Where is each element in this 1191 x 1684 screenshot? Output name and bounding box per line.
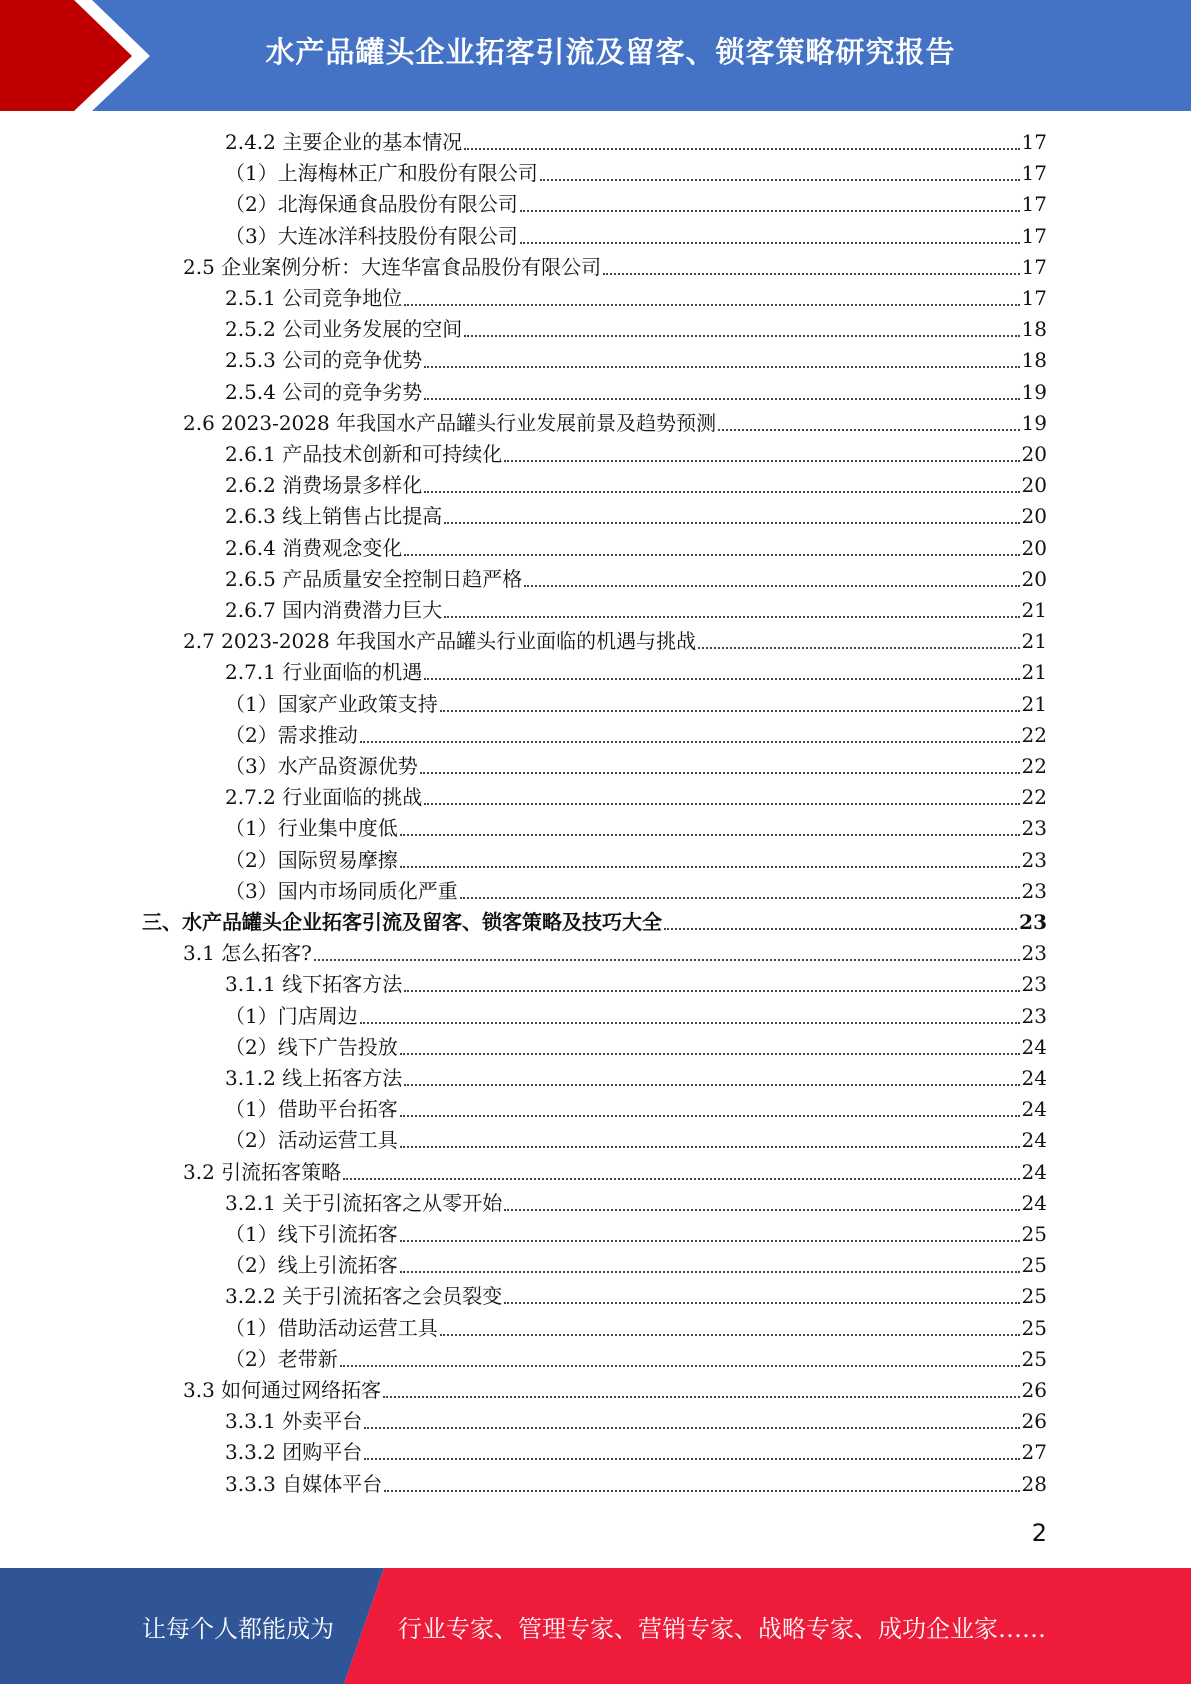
toc-leader-dots <box>603 273 1019 275</box>
toc-entry[interactable] <box>225 657 1047 688</box>
toc-entry-page: 22 <box>1021 785 1047 810</box>
toc-entry-page: 27 <box>1021 1440 1047 1465</box>
toc-entry-title: （3）水产品资源优势 <box>225 754 418 778</box>
toc-entry-title: （3）大连冰洋科技股份有限公司 <box>225 223 518 248</box>
toc-entry-page: 28 <box>1021 1471 1047 1496</box>
toc-entry[interactable] <box>183 1375 1047 1406</box>
toc-entry-page: 20 <box>1021 442 1047 466</box>
toc-entry-title: 2.6.5 产品质量安全控制日趋严格 <box>225 566 523 591</box>
footer-slogan-left: 让每个人都能成为 <box>142 1614 334 1643</box>
toc-leader-dots <box>424 366 1019 368</box>
toc-entry-title: （1）线下引流拓客 <box>225 1222 398 1246</box>
toc-entry-title: （1）借助活动运营工具 <box>225 1315 438 1340</box>
toc-entry[interactable] <box>225 470 1047 501</box>
toc-entry[interactable] <box>225 283 1047 314</box>
toc-entry-title: 2.6.4 消费观念变化 <box>225 535 403 560</box>
toc-entry-page: 21 <box>1021 660 1047 685</box>
toc-entry-page: 23 <box>1021 972 1047 997</box>
toc-entry-page: 19 <box>1021 410 1047 435</box>
toc-entry-page: 17 <box>1021 192 1047 217</box>
toc-entry[interactable] <box>225 345 1047 376</box>
toc-entry-page: 23 <box>1021 878 1047 903</box>
toc-entry-page: 23 <box>1021 847 1047 872</box>
toc-leader-dots <box>420 772 1020 774</box>
toc-entry-page: 23 <box>1021 816 1047 841</box>
toc-entry[interactable] <box>183 252 1047 283</box>
toc-entry[interactable] <box>225 314 1047 345</box>
toc-entry-page: 23 <box>1019 910 1047 934</box>
toc-entry-title: 3.3.2 团购平台 <box>225 1440 363 1465</box>
toc-entry-page: 24 <box>1021 1034 1047 1059</box>
toc-entry-title: 2.5 企业案例分析：大连华富食品股份有限公司 <box>183 254 602 279</box>
page-number: 2 <box>1031 1519 1047 1547</box>
toc-entry-title: 3.2 引流拓客策略 <box>183 1159 342 1184</box>
toc-leader-dots <box>404 1084 1019 1086</box>
toc-entry[interactable] <box>225 1219 1047 1250</box>
toc-entry-title: 3.3.3 自媒体平台 <box>225 1471 383 1496</box>
toc-leader-dots <box>343 1178 1019 1180</box>
toc-entry-title: 3.2.1 关于引流拓客之从零开始 <box>225 1190 503 1215</box>
toc-leader-dots <box>360 1022 1020 1024</box>
toc-entry[interactable] <box>225 813 1047 844</box>
toc-entry[interactable] <box>225 1469 1047 1500</box>
toc-entry-page: 24 <box>1021 1097 1047 1122</box>
toc-entry-title: 3.2.2 关于引流拓客之会员裂变 <box>225 1284 503 1309</box>
toc-entry-title: 2.6.1 产品技术创新和可持续化 <box>225 442 503 466</box>
toc-leader-dots <box>464 148 1019 150</box>
toc-entry-title: 三、水产品罐头企业拓客引流及留客、锁客策略及技巧大全 <box>142 910 662 934</box>
toc-entry-title: （1）门店周边 <box>225 1003 358 1028</box>
toc-entry[interactable] <box>225 189 1047 220</box>
toc-entry-title: 2.4.2 主要企业的基本情况 <box>225 130 463 154</box>
toc-entry-page: 18 <box>1021 348 1047 373</box>
toc-leader-dots <box>424 678 1019 680</box>
toc-leader-dots <box>444 522 1019 524</box>
toc-entry-title: 3.1 怎么拓客? <box>183 941 312 966</box>
toc-entry-page: 23 <box>1021 1003 1047 1028</box>
toc-entry-title: 2.7.2 行业面临的挑战 <box>225 785 423 810</box>
toc-leader-dots <box>400 1115 1020 1117</box>
toc-entry-page: 26 <box>1021 1378 1047 1402</box>
toc-leader-dots <box>464 335 1019 337</box>
toc-leader-dots <box>698 647 1019 649</box>
toc-entry-page: 25 <box>1021 1346 1047 1371</box>
toc-entry-page: 20 <box>1021 504 1047 529</box>
toc-entry-title: （2）老带新 <box>225 1346 338 1371</box>
toc-entry-page: 22 <box>1021 722 1047 747</box>
toc-leader-dots <box>400 1146 1020 1148</box>
toc-leader-dots <box>404 554 1019 556</box>
toc-leader-dots <box>400 866 1020 868</box>
toc-entry-title: 3.1.1 线下拓客方法 <box>225 972 403 997</box>
toc-entry-page: 20 <box>1021 535 1047 560</box>
toc-entry[interactable] <box>225 1406 1047 1437</box>
toc-entry-title: 3.3.1 外卖平台 <box>225 1409 363 1434</box>
toc-entry-page: 21 <box>1021 598 1047 622</box>
toc-leader-dots <box>520 210 1020 212</box>
toc-entry[interactable] <box>225 1281 1047 1312</box>
toc-entry[interactable] <box>225 782 1047 813</box>
toc-entry-page: 24 <box>1021 1066 1047 1090</box>
toc-entry[interactable] <box>225 720 1047 751</box>
toc-leader-dots <box>524 585 1019 587</box>
toc-leader-dots <box>444 616 1019 618</box>
toc-entry[interactable] <box>183 938 1047 969</box>
toc-leader-dots <box>504 1302 1019 1304</box>
toc-entry-page: 24 <box>1021 1159 1047 1184</box>
toc-entry-title: 2.6.3 线上销售占比提高 <box>225 504 443 529</box>
toc-entry-page: 17 <box>1021 286 1047 310</box>
toc-entry[interactable] <box>183 1157 1047 1188</box>
toc-entry-title: （1）国家产业政策支持 <box>225 691 438 716</box>
toc-entry-title: 2.5.3 公司的竞争优势 <box>225 348 423 373</box>
toc-leader-dots <box>364 1427 1019 1429</box>
toc-entry[interactable] <box>225 1063 1047 1094</box>
footer-slogan-right: 行业专家、管理专家、营销专家、战略专家、成功企业家…… <box>398 1614 1046 1643</box>
toc-entry-page: 17 <box>1021 130 1047 154</box>
toc-leader-dots <box>440 1334 1020 1336</box>
toc-entry-title: （2）北海保通食品股份有限公司 <box>225 192 518 217</box>
toc-entry[interactable] <box>225 158 1047 189</box>
toc-leader-dots <box>424 491 1019 493</box>
toc-leader-dots <box>424 398 1019 400</box>
toc-leader-dots <box>400 834 1020 836</box>
toc-leader-dots <box>360 741 1020 743</box>
toc-entry-title: （1）行业集中度低 <box>225 816 398 841</box>
toc-entry[interactable] <box>225 969 1047 1000</box>
toc-entry-title: 2.6.7 国内消费潜力巨大 <box>225 598 443 622</box>
toc-entry[interactable] <box>225 1094 1047 1125</box>
toc-entry-page: 17 <box>1021 254 1047 279</box>
toc-entry[interactable] <box>225 377 1047 408</box>
toc-leader-dots <box>384 1490 1019 1492</box>
toc-entry-title: （2）线下广告投放 <box>225 1034 398 1059</box>
toc-entry-page: 20 <box>1021 566 1047 591</box>
toc-entry[interactable] <box>225 564 1047 595</box>
toc-leader-dots <box>424 803 1019 805</box>
toc-entry-title: 2.7 2023-2028 年我国水产品罐头行业面临的机遇与挑战 <box>183 629 697 654</box>
toc-leader-dots <box>404 304 1019 306</box>
toc-entry[interactable] <box>183 626 1047 657</box>
toc-entry-title: 2.5.1 公司竞争地位 <box>225 286 403 310</box>
toc-entry-page: 26 <box>1021 1409 1047 1434</box>
toc-entry-title: 2.7.1 行业面临的机遇 <box>225 660 423 685</box>
toc-entry[interactable] <box>225 751 1047 782</box>
toc-entry-title: 3.1.2 线上拓客方法 <box>225 1066 403 1090</box>
toc-entry[interactable] <box>225 1250 1047 1281</box>
toc-entry[interactable] <box>225 1032 1047 1063</box>
toc-entry-title: （2）线上引流拓客 <box>225 1253 398 1278</box>
toc-leader-dots <box>460 897 1020 899</box>
toc-entry[interactable] <box>225 439 1047 470</box>
toc-entry-title: 2.6.2 消费场景多样化 <box>225 473 423 498</box>
toc-entry[interactable] <box>142 907 1047 938</box>
toc-entry-title: （2）需求推动 <box>225 722 358 747</box>
toc-leader-dots <box>364 1458 1019 1460</box>
toc-entry-page: 19 <box>1021 379 1047 404</box>
toc-entry[interactable] <box>225 1344 1047 1375</box>
toc-entry[interactable] <box>225 1188 1047 1219</box>
toc-entry-page: 24 <box>1021 1190 1047 1215</box>
toc-leader-dots <box>664 928 1017 930</box>
toc-entry[interactable] <box>225 845 1047 876</box>
toc-entry[interactable] <box>225 533 1047 564</box>
toc-entry-page: 25 <box>1021 1284 1047 1309</box>
toc-leader-dots <box>520 242 1020 244</box>
toc-entry[interactable] <box>183 408 1047 439</box>
toc-entry-page: 25 <box>1021 1253 1047 1278</box>
toc-entry-title: （1）上海梅林正广和股份有限公司 <box>225 161 538 186</box>
toc-entry-title: 2.5.4 公司的竞争劣势 <box>225 379 423 404</box>
toc-entry[interactable] <box>225 221 1047 252</box>
toc-entry-page: 18 <box>1021 317 1047 342</box>
page-footer <box>0 1568 1191 1684</box>
toc-entry-title: （2）国际贸易摩擦 <box>225 847 398 872</box>
toc-entry[interactable] <box>225 876 1047 907</box>
toc-leader-dots <box>340 1365 1020 1367</box>
toc-entry-page: 17 <box>1021 161 1047 186</box>
toc-entry-page: 23 <box>1021 941 1047 966</box>
toc-entry-page: 17 <box>1021 223 1047 248</box>
toc-entry[interactable] <box>225 1313 1047 1344</box>
toc-entry-page: 25 <box>1021 1222 1047 1246</box>
toc-entry-title: 3.3 如何通过网络拓客 <box>183 1378 382 1402</box>
toc-entry[interactable] <box>225 127 1047 158</box>
toc-entry-title: （2）活动运营工具 <box>225 1128 398 1153</box>
toc-entry-title: （1）借助平台拓客 <box>225 1097 398 1122</box>
toc-leader-dots <box>400 1240 1020 1242</box>
toc-leader-dots <box>404 990 1019 992</box>
toc-entry-page: 22 <box>1021 754 1047 778</box>
toc-entry[interactable] <box>225 1437 1047 1468</box>
toc-entry-title: 2.6 2023-2028 年我国水产品罐头行业发展前景及趋势预测 <box>183 410 717 435</box>
toc-leader-dots <box>400 1053 1020 1055</box>
toc-entry-page: 20 <box>1021 473 1047 498</box>
toc-leader-dots <box>400 1271 1020 1273</box>
page-header <box>0 0 1191 111</box>
toc-leader-dots <box>440 710 1020 712</box>
toc-leader-dots <box>718 429 1019 431</box>
toc-entry-page: 21 <box>1021 629 1047 654</box>
toc-entry-title: 2.5.2 公司业务发展的空间 <box>225 317 463 342</box>
toc-entry-page: 24 <box>1021 1128 1047 1153</box>
toc-entry[interactable] <box>225 689 1047 720</box>
toc-entry-page: 21 <box>1021 691 1047 716</box>
toc-entry[interactable] <box>225 501 1047 532</box>
toc-leader-dots <box>504 460 1019 462</box>
toc-entry[interactable] <box>225 1125 1047 1156</box>
toc-entry[interactable] <box>225 1001 1047 1032</box>
toc-leader-dots <box>314 959 1020 961</box>
toc-leader-dots <box>383 1396 1019 1398</box>
toc-leader-dots <box>504 1209 1019 1211</box>
toc-leader-dots <box>540 179 1020 181</box>
report-title: 水产品罐头企业拓客引流及留客、锁客策略研究报告 <box>265 34 956 69</box>
toc-entry[interactable] <box>225 595 1047 626</box>
toc-entry-title: （3）国内市场同质化严重 <box>225 878 458 903</box>
toc-entry-page: 25 <box>1021 1315 1047 1340</box>
